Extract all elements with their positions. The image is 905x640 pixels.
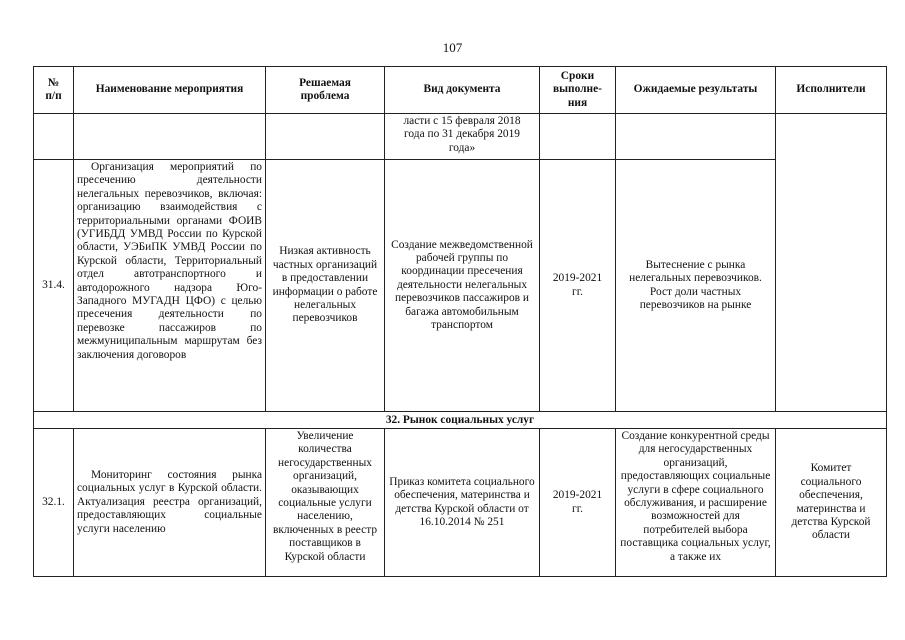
cell-result <box>616 114 776 160</box>
cell-num: 32.1. <box>34 429 74 577</box>
section-row-32 <box>34 412 887 429</box>
header-exec: Исполнители <box>776 67 887 114</box>
cell-num <box>34 114 74 160</box>
cell-name <box>74 114 266 160</box>
cell-doc: Приказ комитета социального обеспечения, материнства и детства Курской области от 16.10.2014 № 251 <box>385 429 540 577</box>
cell-result: Вытеснение с рынка нелегальных перевозчиков. Рост доли частных перевозчиков на рынке <box>616 160 776 412</box>
table-header-row <box>34 67 887 114</box>
cell-problem: Низкая активность частных организаций в предоставлении информации о работе нелегальных перевозчиков <box>266 160 385 412</box>
header-doc: Вид документа <box>385 67 540 114</box>
cell-result: Создание конкурентной среды для негосударственных организаций, предоставляющих социальные услуги в сфере социального обслуживания, и расширение возможностей для потребителей выбора поставщика социальных услуг, а также их <box>616 429 776 577</box>
header-result: Ожидаемые результаты <box>616 67 776 114</box>
cell-num: 31.4. <box>34 160 74 412</box>
cell-exec: Комитет социального обеспечения, материнства и детства Курской области <box>776 429 887 577</box>
table-row-continuation <box>34 114 887 160</box>
page-number: 107 <box>442 40 463 55</box>
cell-term: 2019-2021 гг. <box>540 160 616 412</box>
section-title: 32. Рынок социальных услуг <box>34 412 887 429</box>
cell-exec <box>776 114 887 412</box>
cell-problem <box>266 114 385 160</box>
header-name: Наименование мероприятия <box>74 67 266 114</box>
cell-term: 2019-2021 гг. <box>540 429 616 577</box>
cell-doc: Создание межведомственной рабочей группы по координации пресечения деятельности нелегальных перевозчиков пассажиров и багажа автомобильным транспортом <box>385 160 540 412</box>
cell-name: Организация мероприятий по пресечению деятельности нелегальных перевозчиков, включая: организацию взаимодействия с территориальными органами ФОИВ (УГИБДД УМВД России по Курской области, УЭБиПК УМВД России по Курской области, Территориальный отдел автотранспортного и автодорожного надзора Юго-Западного МУГАДН ЦФО) с целью пресечения деятельности по перевозке пассажиров по межмуниципальным маршрутам без заключения договоров <box>74 160 266 412</box>
cell-name: Мониторинг состояния рынка социальных услуг в Курской области. Актуализация реестра организаций, предоставляющих социальные услуги населению <box>74 429 266 577</box>
cell-term <box>540 114 616 160</box>
measures-table <box>33 66 887 577</box>
header-term: Сроки выполне- ния <box>540 67 616 114</box>
table-row-32-1 <box>34 429 887 577</box>
table-row-31-4 <box>34 160 887 412</box>
header-problem: Решаемая проблема <box>266 67 385 114</box>
cell-doc: ласти с 15 февраля 2018 года по 31 декабря 2019 года» <box>385 114 540 160</box>
cell-problem: Увеличение количества негосударственных организаций, оказывающих социальные услуги населению, включенных в реестр поставщиков в Курской области <box>266 429 385 577</box>
header-num: № п/п <box>34 67 74 114</box>
